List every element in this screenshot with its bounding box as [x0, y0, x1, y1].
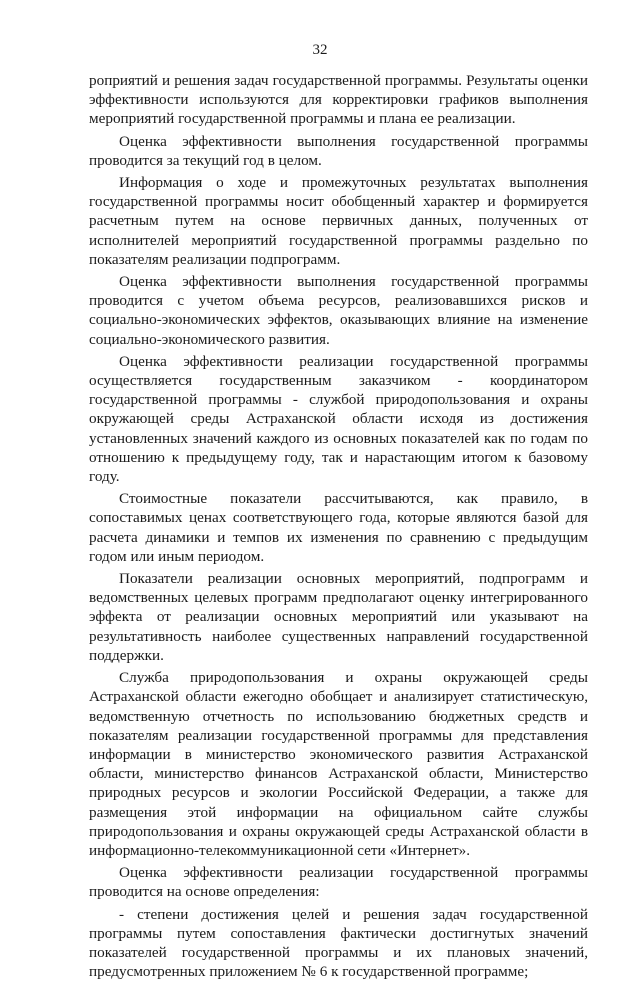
document-body — [89, 71, 588, 981]
paragraph: Оценка эффективности реализации государственной программы осуществляется государственным заказчиком - координатором государственной программы - службой природопользования и охраны окружающей среды Астраханской области исходя из достижения установленных значений каждого из основных показателей как по годам по отношению к предыдущему году, так и нарастающим итогом к базовому году. — [89, 352, 588, 486]
paragraph: роприятий и решения задач государственной программы. Результаты оценки эффективности используются для корректировки графиков выполнения мероприятий государственной программы и плана ее реализации. — [89, 72, 588, 128]
paragraph: Оценка эффективности выполнения государственной программы проводится с учетом объема ресурсов, реализовавшихся рисков и социально-экономических эффектов, оказывающих влияние на изменение социально-экономического развития. — [89, 273, 588, 348]
paragraph: Стоимостные показатели рассчитываются, как правило, в сопоставимых ценах соответствующего года, которые являются базой для расчета динамики и темпов их изменения по сравнению с предыдущим годом или иным периодом. — [89, 490, 588, 565]
paragraph: Оценка эффективности реализации государственной программы проводится на основе определения: — [89, 864, 588, 901]
page-number: 32 — [312, 42, 328, 58]
paragraph: Показатели реализации основных мероприятий, подпрограмм и ведомственных целевых программ предполагают оценку интегрированного эффекта от реализации основных мероприятий или указывают на результативность наиболее существенных направлений государственной поддержки. — [89, 570, 588, 664]
paragraph: Оценка эффективности выполнения государственной программы проводится за текущий год в целом. — [89, 132, 588, 169]
paragraph: - степени достижения целей и решения задач государственной программы путем сопоставления фактически достигнутых значений показателей государственной программы и их плановых значений, предусмотренных приложением № 6 к государственной программе; — [89, 905, 588, 981]
paragraph: Информация о ходе и промежуточных результатах выполнения государственной программы носит обобщенный характер и формируется расчетным путем на основе первичных данных, полученных от исполнителей мероприятий государственной программы раздельно по показателям реализации подпрограмм. — [89, 174, 588, 268]
paragraph: Служба природопользования и охраны окружающей среды Астраханской области ежегодно обобщает и анализирует статистическую, ведомственную отчетность по использованию бюджетных средств и показателям реализации государственной программы для представления информации в министерство экономического развития Астраханской области, министерство финансов Астраханской области, Министерство природных ресурсов и экологии Российской Федерации, а также для размещения этой информации на официальном сайте службы природопользования и охраны окружающей среды Астраханской области в информационно-телекоммуникационной сети «Интернет». — [89, 669, 588, 859]
